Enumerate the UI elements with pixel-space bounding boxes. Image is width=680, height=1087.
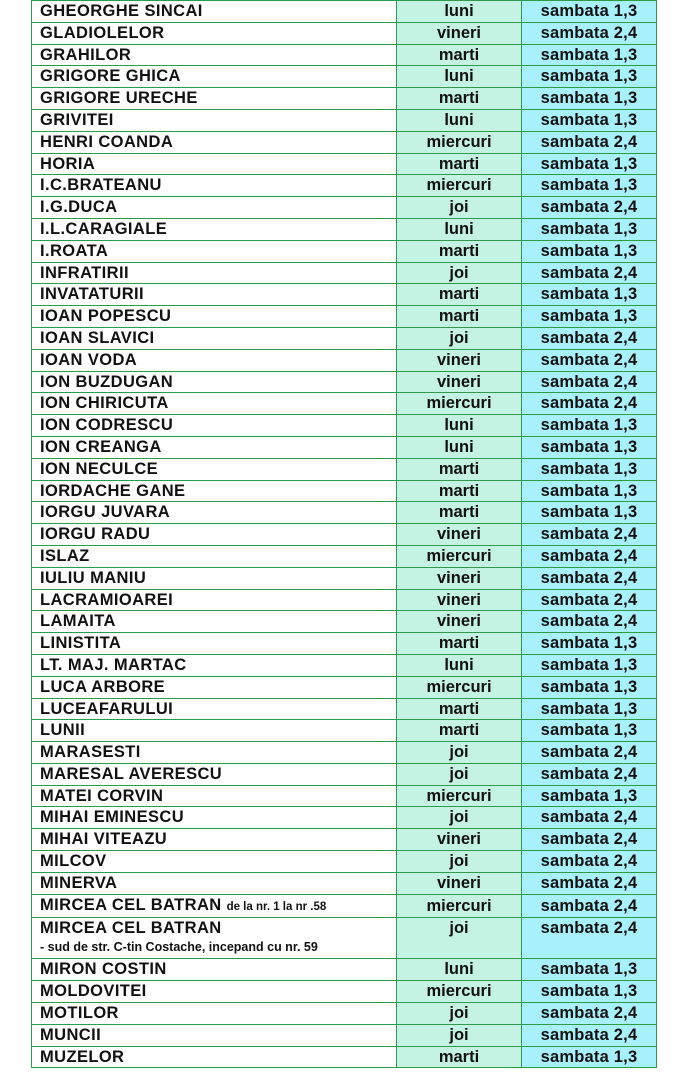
saturday-cell: sambata 2,4 (522, 1024, 657, 1046)
table-row (32, 327, 657, 349)
saturday-cell: sambata 1,3 (522, 44, 657, 66)
street-cell (32, 480, 397, 502)
street-cell (32, 502, 397, 524)
street-cell (32, 458, 397, 480)
saturday-cell: sambata 1,3 (522, 720, 657, 742)
collection-day-cell: joi (397, 197, 522, 219)
table-row (32, 1003, 657, 1025)
collection-day-cell: miercuri (397, 545, 522, 567)
saturday-cell: sambata 2,4 (522, 851, 657, 873)
street-name: I.L.CARAGIALE (40, 219, 168, 238)
street-name: GRAHILOR (40, 45, 132, 64)
street-name: MOTILOR (40, 1004, 119, 1023)
table-row (32, 981, 657, 1003)
table-row (32, 66, 657, 88)
table-row (32, 742, 657, 764)
street-cell (32, 611, 397, 633)
saturday-cell: sambata 1,3 (522, 240, 657, 262)
street-name: LACRAMIOAREI (40, 590, 174, 609)
street-name: MOLDOVITEI (40, 982, 147, 1001)
saturday-cell: sambata 2,4 (522, 371, 657, 393)
street-name: MARESAL AVERESCU (40, 764, 223, 783)
table-row (32, 284, 657, 306)
saturday-cell: sambata 2,4 (522, 22, 657, 44)
street-name: MUNCII (40, 1025, 102, 1044)
table-row (32, 676, 657, 698)
collection-day-cell: marti (397, 44, 522, 66)
table-row (32, 611, 657, 633)
street-cell (32, 918, 397, 959)
street-name: ION CODRESCU (40, 416, 174, 435)
saturday-cell: sambata 2,4 (522, 1003, 657, 1025)
street-cell (32, 981, 397, 1003)
table-row (32, 720, 657, 742)
table-row (32, 502, 657, 524)
saturday-cell: sambata 1,3 (522, 153, 657, 175)
table-row (32, 218, 657, 240)
collection-day-cell: joi (397, 851, 522, 873)
collection-day-cell: marti (397, 1046, 522, 1068)
table-row (32, 22, 657, 44)
street-cell (32, 197, 397, 219)
street-range-note: de la nr. 1 la nr .58 (226, 900, 327, 913)
collection-day-cell: marti (397, 458, 522, 480)
saturday-cell: sambata 1,3 (522, 415, 657, 437)
table-row (32, 349, 657, 371)
street-name: LAMAITA (40, 612, 116, 631)
street-name: ISLAZ (40, 546, 90, 565)
street-name: INVATATURII (40, 285, 144, 304)
table-row (32, 109, 657, 131)
table-row (32, 589, 657, 611)
collection-day-cell: joi (397, 742, 522, 764)
street-cell (32, 349, 397, 371)
street-name: IOAN POPESCU (40, 307, 172, 326)
street-name: IOAN VODA (40, 350, 138, 369)
street-cell (32, 567, 397, 589)
collection-day-cell: miercuri (397, 981, 522, 1003)
table-row (32, 872, 657, 894)
collection-day-cell: miercuri (397, 175, 522, 197)
street-cell (32, 153, 397, 175)
street-name: ION CHIRICUTA (40, 394, 169, 413)
street-cell (32, 785, 397, 807)
table-row (32, 851, 657, 873)
street-cell (32, 393, 397, 415)
collection-day-cell: marti (397, 240, 522, 262)
street-name: HORIA (40, 154, 96, 173)
saturday-cell: sambata 2,4 (522, 524, 657, 546)
collection-day-cell: marti (397, 698, 522, 720)
street-cell (32, 262, 397, 284)
street-name: MILCOV (40, 852, 107, 871)
street-name: ION BUZDUGAN (40, 372, 174, 391)
saturday-cell: sambata 1,3 (522, 66, 657, 88)
street-name: IULIU MANIU (40, 568, 147, 587)
street-name: LUCEAFARULUI (40, 699, 174, 718)
collection-day-cell: luni (397, 654, 522, 676)
saturday-cell: sambata 1,3 (522, 218, 657, 240)
street-cell (32, 371, 397, 393)
table-row (32, 959, 657, 981)
collection-day-cell: marti (397, 88, 522, 110)
collection-day-cell: marti (397, 502, 522, 524)
street-cell (32, 44, 397, 66)
street-cell (32, 589, 397, 611)
collection-day-cell: luni (397, 959, 522, 981)
street-name: GRIGORE GHICA (40, 67, 181, 86)
collection-day-cell: miercuri (397, 131, 522, 153)
saturday-cell: sambata 1,3 (522, 458, 657, 480)
street-cell (32, 1046, 397, 1068)
table-row (32, 436, 657, 458)
saturday-cell: sambata 2,4 (522, 611, 657, 633)
street-cell (32, 66, 397, 88)
collection-day-cell: vineri (397, 567, 522, 589)
collection-day-cell: joi (397, 327, 522, 349)
saturday-cell: sambata 1,3 (522, 981, 657, 1003)
table-row (32, 807, 657, 829)
street-cell (32, 742, 397, 764)
street-name: ION CREANGA (40, 437, 162, 456)
street-name: GHEORGHE SINCAI (40, 2, 203, 20)
collection-day-cell: luni (397, 109, 522, 131)
saturday-cell: sambata 2,4 (522, 545, 657, 567)
saturday-cell: sambata 1,3 (522, 175, 657, 197)
table-row (32, 763, 657, 785)
street-cell (32, 131, 397, 153)
street-name: LT. MAJ. MARTAC (40, 655, 187, 674)
collection-day-cell: marti (397, 633, 522, 655)
table-row (32, 393, 657, 415)
table-row (32, 654, 657, 676)
street-name: MIRCEA CEL BATRAN (40, 895, 222, 914)
collection-day-cell: luni (397, 66, 522, 88)
table-row (32, 1, 657, 23)
street-name: MIHAI VITEAZU (40, 830, 168, 849)
street-cell (32, 894, 397, 918)
street-cell (32, 284, 397, 306)
saturday-cell: sambata 1,3 (522, 785, 657, 807)
table-row (32, 524, 657, 546)
saturday-cell: sambata 2,4 (522, 918, 657, 959)
street-name: IORGU JUVARA (40, 503, 171, 522)
saturday-cell: sambata 2,4 (522, 872, 657, 894)
street-cell (32, 88, 397, 110)
saturday-cell: sambata 2,4 (522, 567, 657, 589)
schedule-table (31, 0, 657, 1068)
collection-day-cell: vineri (397, 589, 522, 611)
collection-day-cell: vineri (397, 611, 522, 633)
collection-day-cell: miercuri (397, 393, 522, 415)
street-cell (32, 1024, 397, 1046)
table-row (32, 829, 657, 851)
street-cell (32, 676, 397, 698)
collection-day-cell: luni (397, 436, 522, 458)
street-name: INFRATIRII (40, 263, 129, 282)
saturday-cell: sambata 1,3 (522, 698, 657, 720)
collection-day-cell: vineri (397, 22, 522, 44)
street-name: I.ROATA (40, 241, 109, 260)
saturday-cell: sambata 1,3 (522, 633, 657, 655)
street-cell (32, 807, 397, 829)
table-row (32, 262, 657, 284)
table-row (32, 240, 657, 262)
collection-day-cell: marti (397, 284, 522, 306)
street-cell (32, 436, 397, 458)
table-row (32, 197, 657, 219)
street-name: MARASESTI (40, 743, 141, 762)
saturday-cell: sambata 1,3 (522, 959, 657, 981)
street-name: MINERVA (40, 873, 118, 892)
collection-day-cell: joi (397, 763, 522, 785)
table-row (32, 480, 657, 502)
street-cell (32, 763, 397, 785)
table-row (32, 153, 657, 175)
saturday-cell: sambata 1,3 (522, 1, 657, 23)
saturday-cell: sambata 1,3 (522, 480, 657, 502)
table-row (32, 698, 657, 720)
street-cell (32, 22, 397, 44)
street-name: LINISTITA (40, 634, 122, 653)
saturday-cell: sambata 1,3 (522, 284, 657, 306)
street-cell (32, 545, 397, 567)
street-cell (32, 218, 397, 240)
street-name: IOAN SLAVICI (40, 328, 155, 347)
street-name: MIRON COSTIN (40, 960, 167, 979)
street-cell (32, 1, 397, 23)
street-cell (32, 851, 397, 873)
street-cell (32, 829, 397, 851)
saturday-cell: sambata 1,3 (522, 654, 657, 676)
street-name: MUZELOR (40, 1047, 125, 1066)
saturday-cell: sambata 2,4 (522, 262, 657, 284)
table-row (32, 44, 657, 66)
street-cell (32, 415, 397, 437)
collection-day-cell: luni (397, 415, 522, 437)
street-name: ION NECULCE (40, 459, 159, 478)
table-row (32, 458, 657, 480)
collection-day-cell: vineri (397, 371, 522, 393)
street-cell (32, 698, 397, 720)
table-row (32, 785, 657, 807)
table-row (32, 567, 657, 589)
collection-day-cell: marti (397, 306, 522, 328)
street-name: GRIGORE URECHE (40, 89, 198, 108)
street-cell (32, 109, 397, 131)
street-name: GRIVITEI (40, 110, 114, 129)
street-cell (32, 306, 397, 328)
collection-day-cell: marti (397, 480, 522, 502)
saturday-cell: sambata 1,3 (522, 88, 657, 110)
collection-day-cell: vineri (397, 829, 522, 851)
street-subnote: - sud de str. C-tin Costache, incepand cu nr. 59 (40, 940, 318, 955)
saturday-cell: sambata 2,4 (522, 131, 657, 153)
street-name: HENRI COANDA (40, 132, 174, 151)
street-name: MIRCEA CEL BATRAN (40, 919, 222, 938)
collection-day-cell: marti (397, 720, 522, 742)
table-row (32, 88, 657, 110)
collection-day-cell: vineri (397, 349, 522, 371)
table-row (32, 545, 657, 567)
saturday-cell: sambata 2,4 (522, 763, 657, 785)
table-row (32, 1046, 657, 1068)
collection-day-cell: joi (397, 262, 522, 284)
saturday-cell: sambata 2,4 (522, 327, 657, 349)
collection-day-cell: vineri (397, 524, 522, 546)
saturday-cell: sambata 2,4 (522, 197, 657, 219)
street-cell (32, 175, 397, 197)
collection-day-cell: joi (397, 807, 522, 829)
saturday-cell: sambata 1,3 (522, 306, 657, 328)
saturday-cell: sambata 1,3 (522, 502, 657, 524)
saturday-cell: sambata 2,4 (522, 829, 657, 851)
street-cell (32, 872, 397, 894)
street-cell (32, 959, 397, 981)
collection-day-cell: joi (397, 1003, 522, 1025)
street-cell (32, 1003, 397, 1025)
collection-day-cell: miercuri (397, 785, 522, 807)
table-row (32, 918, 657, 959)
saturday-cell: sambata 2,4 (522, 393, 657, 415)
saturday-cell: sambata 2,4 (522, 742, 657, 764)
saturday-cell: sambata 1,3 (522, 109, 657, 131)
table-row (32, 1024, 657, 1046)
street-cell (32, 654, 397, 676)
street-name: LUNII (40, 721, 86, 740)
street-name: IORDACHE GANE (40, 481, 186, 500)
street-name: LUCA ARBORE (40, 677, 166, 696)
table-row (32, 415, 657, 437)
street-cell (32, 327, 397, 349)
saturday-cell: sambata 1,3 (522, 676, 657, 698)
collection-day-cell: joi (397, 1024, 522, 1046)
street-name: MIHAI EMINESCU (40, 808, 185, 827)
schedule-rows (32, 1, 657, 1068)
street-name: MATEI CORVIN (40, 786, 164, 805)
street-cell (32, 720, 397, 742)
collection-day-cell: luni (397, 1, 522, 23)
table-row (32, 371, 657, 393)
saturday-cell: sambata 2,4 (522, 894, 657, 918)
saturday-cell: sambata 2,4 (522, 807, 657, 829)
table-row (32, 306, 657, 328)
saturday-cell: sambata 2,4 (522, 349, 657, 371)
collection-day-cell: luni (397, 218, 522, 240)
saturday-cell: sambata 1,3 (522, 1046, 657, 1068)
table-row (32, 131, 657, 153)
street-name: I.C.BRATEANU (40, 176, 162, 195)
saturday-cell: sambata 2,4 (522, 589, 657, 611)
street-cell (32, 240, 397, 262)
table-row (32, 894, 657, 918)
saturday-cell: sambata 1,3 (522, 436, 657, 458)
street-name: IORGU RADU (40, 525, 151, 544)
street-cell (32, 524, 397, 546)
table-row (32, 633, 657, 655)
collection-day-cell: miercuri (397, 676, 522, 698)
collection-day-cell: vineri (397, 872, 522, 894)
collection-day-cell: miercuri (397, 894, 522, 918)
collection-day-cell: joi (397, 918, 522, 959)
street-name: I.G.DUCA (40, 198, 118, 217)
street-cell (32, 633, 397, 655)
collection-day-cell: marti (397, 153, 522, 175)
street-name: GLADIOLELOR (40, 23, 165, 42)
table-row (32, 175, 657, 197)
